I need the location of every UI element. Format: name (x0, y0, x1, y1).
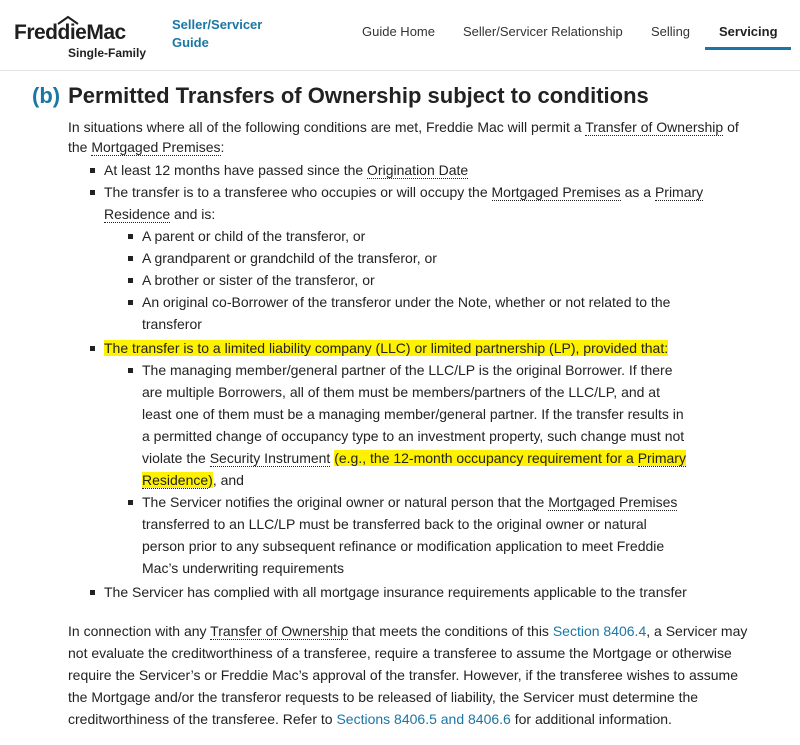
closing-line-1: In connection with any Transfer of Ownership that meets the conditions of this Section 8406.4, a Servicer may (68, 623, 748, 639)
closing-line-5: creditworthiness of the transferee. Refer to Sections 8406.5 and 8406.6 for additional information. (68, 711, 672, 727)
closing-line-2: not evaluate the creditworthiness of a transferee, require a transferee to assume the Mortgage or otherwise (68, 645, 732, 661)
condition-3-sub-1-line-1: The managing member/general partner of the LLC/LP is the original Borrower. If there (142, 362, 673, 378)
list-bullet (90, 168, 95, 173)
highlighted-text: The transfer is to a limited liability company (LLC) or limited partnership (LP), provided that: (104, 340, 669, 356)
nav-seller-servicer-relationship[interactable]: Seller/Servicer Relationship (463, 24, 623, 39)
link-section-8406-4[interactable]: Section 8406.4 (552, 623, 647, 639)
term-mortgaged-premises[interactable]: Mortgaged Premises (91, 139, 221, 155)
condition-1: At least 12 months have passed since the Origination Date (104, 162, 469, 178)
term-primary-residence[interactable]: Residence (104, 206, 171, 222)
list-bullet (128, 300, 133, 305)
condition-3-sub-1-line-2: are multiple Borrowers, all of them must be members/partners of the LLC/LP, and at (142, 384, 660, 400)
term-transfer-of-ownership[interactable]: Transfer of Ownership (585, 119, 724, 135)
term-origination-date[interactable]: Origination Date (367, 162, 469, 178)
condition-2-line-2: Residence and is: (104, 206, 216, 222)
section-title: Permitted Transfers of Ownership subject to conditions (68, 83, 649, 108)
condition-3-sub-2-line-2: transferred to an LLC/LP must be transferred back to the original owner or natural (142, 516, 647, 532)
list-bullet (128, 368, 133, 373)
highlighted-text: (e.g., the 12-month occupancy requirement for a Primary (334, 450, 686, 466)
list-bullet (90, 346, 95, 351)
nav-servicing[interactable]: Servicing (719, 24, 778, 39)
term-primary-residence[interactable]: Residence (142, 472, 209, 488)
intro-line-1: In situations where all of the following conditions are met, Freddie Mac will permit a Transfer of Ownership of (68, 119, 739, 135)
closing-line-3: require the Servicer’s or Freddie Mac’s approval of the transfer. However, if the transferee wishes to assume (68, 667, 738, 683)
term-mortgaged-premises[interactable]: Mortgaged Premises (491, 184, 621, 200)
closing-line-4: the Mortgage and/or the transferor requests to be released of liability, the Servicer must determine the (68, 689, 699, 705)
guide-title[interactable]: Seller/Servicer Guide (172, 17, 263, 50)
condition-3-sub-1-line-5: violate the Security Instrument (e.g., the 12-month occupancy requirement for a Primary (142, 450, 686, 466)
active-nav-indicator (705, 47, 791, 50)
logo-text: FreddieMac (14, 21, 126, 44)
list-item: A grandparent or grandchild of the transferor, or (142, 250, 437, 266)
freddie-mac-logo[interactable] (14, 8, 154, 63)
condition-2-line-1: The transfer is to a transferee who occupies or will occupy the Mortgaged Premises as a Primary (104, 184, 704, 200)
condition-3-sub-1-line-4: a permitted change of occupancy type to an investment property, such change must not (142, 428, 685, 444)
term-primary-residence[interactable]: Primary (654, 184, 704, 200)
site-header (0, 0, 800, 71)
nav-guide-home[interactable]: Guide Home (362, 24, 435, 39)
list-item: An original co-Borrower of the transferor under the Note, whether or not related to the (142, 294, 671, 310)
list-item: A brother or sister of the transferor, or (142, 272, 375, 288)
highlighted-text: Residence) (142, 472, 213, 488)
nav-selling[interactable]: Selling (651, 24, 691, 39)
condition-3-sub-2-line-3: person prior to any subsequent refinance or modification application to meet Freddie (142, 538, 665, 554)
list-bullet (128, 500, 133, 505)
list-bullet (90, 590, 95, 595)
condition-3-sub-1-line-3: least one of them must be a managing member/general partner. If the transfer results in (142, 406, 684, 422)
logo-subtext: Single-Family (68, 46, 147, 60)
list-bullet (90, 190, 95, 195)
list-bullet (128, 256, 133, 261)
list-bullet (128, 278, 133, 283)
condition-3-sub-1-line-6: Residence), and (142, 472, 244, 488)
term-transfer-of-ownership[interactable]: Transfer of Ownership (210, 623, 349, 639)
list-bullet (128, 234, 133, 239)
intro-line-2: the Mortgaged Premises: (68, 139, 225, 155)
term-primary-residence[interactable]: Primary (637, 450, 686, 466)
section-marker: (b) (32, 83, 61, 108)
section-heading (32, 83, 649, 109)
condition-3 (104, 338, 668, 358)
term-mortgaged-premises[interactable]: Mortgaged Premises (548, 494, 678, 510)
condition-3-sub-2-line-4: Mac’s underwriting requirements (142, 560, 345, 576)
condition-3-sub-2-line-1: The Servicer notifies the original owner or natural person that the Mortgaged Premises (142, 494, 678, 510)
link-sections-8406-5-and-8406-6[interactable]: Sections 8406.5 and 8406.6 (336, 711, 511, 727)
list-item-continuation: transferor (142, 316, 202, 332)
condition-4: The Servicer has complied with all mortgage insurance requirements applicable to the transfer (104, 584, 687, 600)
term-security-instrument[interactable]: Security Instrument (209, 450, 331, 466)
list-item: A parent or child of the transferor, or (142, 228, 366, 244)
